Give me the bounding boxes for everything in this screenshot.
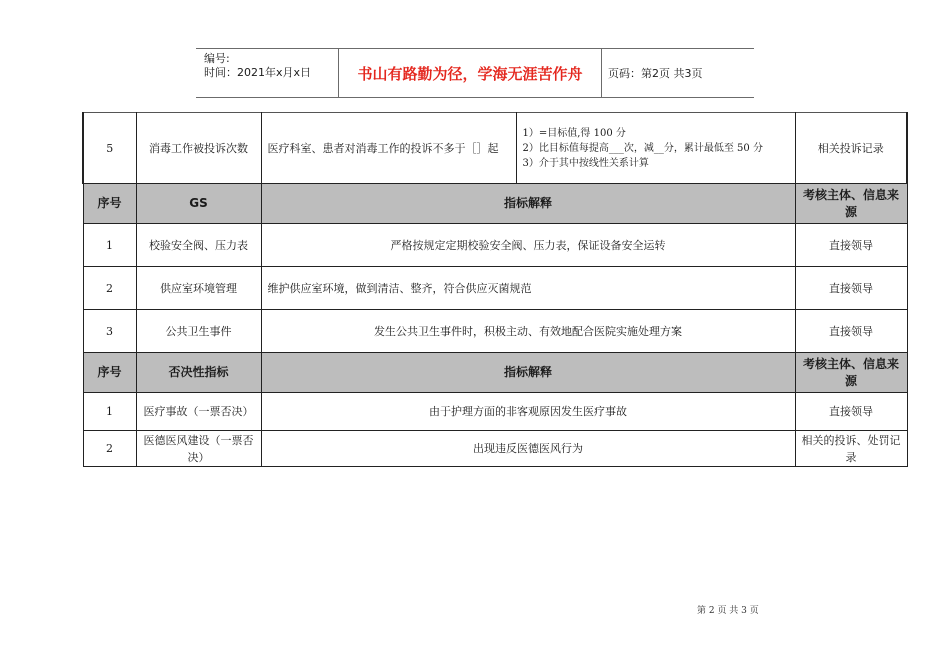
row-number: 2: [83, 431, 136, 467]
header-meta: [196, 49, 339, 97]
scoring-rule-3: 3）介于其中按线性关系计算: [522, 157, 649, 169]
header-motto: 书山有路勤为径，学海无涯苦作舟: [339, 49, 602, 97]
scoring-rules: [516, 113, 795, 184]
row-number: 1: [83, 393, 136, 431]
table-row: [83, 393, 907, 431]
scoring-rule-1: 1）=目标值,得 100 分: [522, 127, 626, 139]
page-header: [196, 48, 754, 98]
indicator-name: 医疗事故（一票否决）: [136, 393, 261, 431]
table-header-row: [83, 353, 907, 393]
table-header-row: [83, 184, 907, 224]
indicator-name: 医德医风建设（一票否决）: [136, 431, 261, 467]
header-item: 否决性指标: [136, 353, 261, 393]
source: 相关投诉记录: [795, 113, 907, 184]
header-page-number: 页码：第2页 共3页: [608, 67, 703, 80]
kpi-table: [82, 112, 908, 467]
indicator-name: 消毒工作被投诉次数: [136, 113, 261, 184]
header-item: GS: [136, 184, 261, 224]
page-footer: 第 2 页 共 3 页: [697, 606, 759, 616]
indicator-description: 维护供应室环境，做到清洁、整齐，符合供应灭菌规范: [261, 267, 795, 310]
indicator-description: 出现违反医德医风行为: [261, 431, 795, 467]
header-desc: 指标解释: [261, 184, 795, 224]
table-row: [83, 267, 907, 310]
indicator-name: 公共卫生事件: [136, 310, 261, 353]
source: 直接领导: [795, 267, 907, 310]
row-number: 3: [83, 310, 136, 353]
row-number: 1: [83, 224, 136, 267]
indicator-description: 发生公共卫生事件时，积极主动、有效地配合医院实施处理方案: [261, 310, 795, 353]
document-time: 时间：2021年x月x日: [204, 66, 312, 79]
row-number: 2: [83, 267, 136, 310]
row-number: 5: [83, 113, 136, 184]
indicator-description: 严格按规定定期校验安全阀、压力表，保证设备安全运转: [261, 224, 795, 267]
source: 相关的投诉、处罚记录: [795, 431, 907, 467]
source: 直接领导: [795, 224, 907, 267]
table-row: [83, 224, 907, 267]
source: 直接领导: [795, 310, 907, 353]
table-row: [83, 310, 907, 353]
table-row: [83, 113, 907, 184]
document-number-label: 编号:: [204, 52, 230, 65]
indicator-description: 医疗科室、患者对消毒工作的投诉不多于［］起: [261, 113, 516, 184]
indicator-name: 校验安全阀、压力表: [136, 224, 261, 267]
header-no: 序号: [83, 353, 136, 393]
indicator-description: 由于护理方面的非客观原因发生医疗事故: [261, 393, 795, 431]
scoring-rule-2: 2）比目标值每提高___次，减__分，累计最低至 50 分: [522, 142, 763, 154]
source: 直接领导: [795, 393, 907, 431]
header-source: 考核主体、信息来源: [795, 184, 907, 224]
header-desc: 指标解释: [261, 353, 795, 393]
header-no: 序号: [83, 184, 136, 224]
table-row: [83, 431, 907, 467]
header-source: 考核主体、信息来源: [795, 353, 907, 393]
indicator-name: 供应室环境管理: [136, 267, 261, 310]
